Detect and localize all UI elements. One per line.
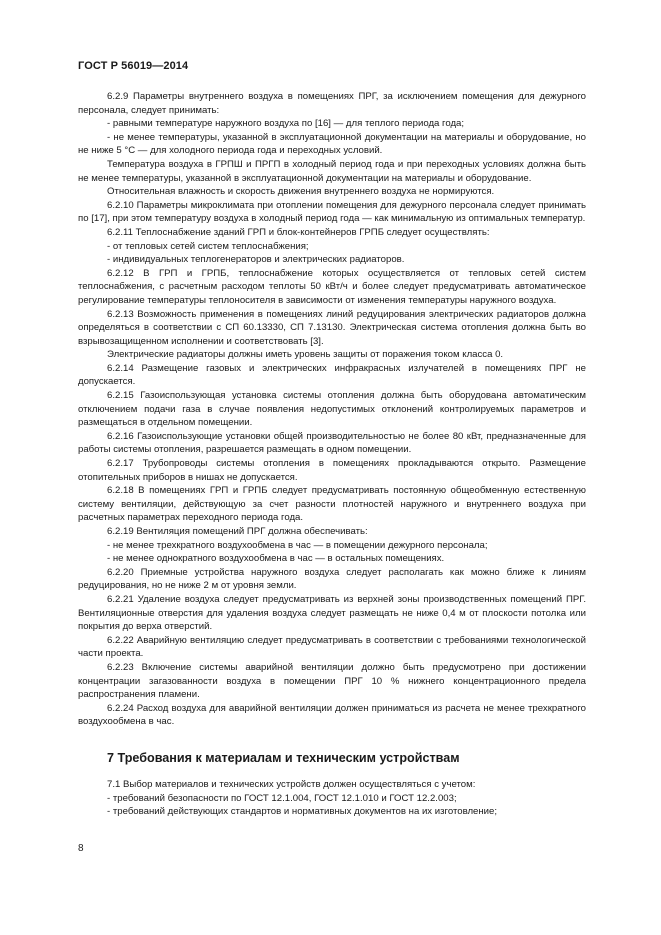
paragraph: - индивидуальных теплогенераторов и электрических радиаторов.: [107, 254, 405, 266]
section-6-2-text: [78, 90, 586, 729]
paragraph: 6.2.14 Размещение газовых и электрических инфракрасных излучателей в помещениях ПРГ не допускается.: [78, 362, 586, 388]
page-number: 8: [78, 843, 84, 854]
paragraph: 6.2.17 Трубопроводы системы отопления в помещениях прокладываются открыто. Размещение отопительных приборов в нишах не допускается.: [78, 458, 586, 483]
paragraph: 6.2.9 Параметры внутреннего воздуха в помещениях ПРГ, за исключением помещения для дежурного персонала, следует принимать:: [78, 91, 586, 116]
paragraph: 7.1 Выбор материалов и технических устройств должен осуществляться с учетом:: [107, 778, 476, 790]
paragraph: 6.2.20 Приемные устройства наружного воздуха следует располагать как можно ближе к линиям редуцирования, но не ниже 2 м от уровня земли.: [78, 566, 586, 592]
paragraph: 6.2.15 Газоиспользующая установка системы отопления должна быть оборудована автоматическим отключением подачи газа в случае появления недопустимых отклонений контролируемых параметров и размещаться в отдельном помещении.: [78, 390, 586, 429]
paragraph: Электрические радиаторы должны иметь уровень защиты от поражения током класса 0.: [107, 349, 504, 361]
paragraph: - не менее температуры, указанной в эксплуатационной документации на материалы и оборудование, но не ниже 5 °С — для холодного периода года и переходных условий.: [78, 131, 586, 157]
paragraph: - от тепловых сетей систем теплоснабжения;: [107, 240, 309, 252]
document-body: [78, 90, 586, 819]
document-code-header: ГОСТ Р 56019—2014: [78, 60, 189, 72]
paragraph: 6.2.23 Включение системы аварийной вентиляции должно быть предусмотрено при достижении концентрации загазованности воздуха в помещении ПРГ 10 % нижнего концентрационного предела распространения пламени.: [78, 661, 586, 701]
paragraph: 6.2.12 В ГРП и ГРПБ, теплоснабжение которых осуществляется от тепловых сетей систем теплоснабжения, с расчетным расходом теплоты 50 кВт/ч и более следует предусматривать автоматическое регулирование температуры теплоносителя в зависимости от изменения температуры наружного воздуха.: [78, 267, 586, 306]
paragraph: 6.2.13 Возможность применения в помещениях линий редуцирования электрических радиаторов должна определяться в соответствии с СП 60.13330, СП 7.13130. Электрическая система отопления должна быть во взрывозащищенном исполнении и соответствовать [3].: [78, 308, 586, 347]
paragraph: 6.2.24 Расход воздуха для аварийной вентиляции должен приниматься из расчета не менее трехкратного воздухообмена в час.: [78, 702, 586, 728]
paragraph: - требований действующих стандартов и нормативных документов на их изготовление;: [107, 806, 498, 818]
paragraph: 6.2.18 В помещениях ГРП и ГРПБ следует предусматривать постоянную общеобменную естественную систему вентиляции, действующую за счет разности плотностей наружного и внутреннего воздуха при расчетных параметрах переходного периода года.: [78, 485, 586, 524]
paragraph: 6.2.19 Вентиляция помещений ПРГ должна обеспечивать:: [107, 526, 368, 537]
paragraph: - равными температуре наружного воздуха по [16] — для теплого периода года;: [107, 118, 465, 130]
paragraph: - не менее однократного воздухообмена в час — в остальных помещениях.: [107, 553, 445, 565]
paragraph: 6.2.21 Удаление воздуха следует предусматривать из верхней зоны производственных помещений ПРГ. Вентиляционные отверстия для удаления воздуха следует размещать не ниже 0,4 м от плоскости потолка или покрытия до верха отверстий.: [78, 593, 586, 633]
paragraph: 6.2.11 Теплоснабжение зданий ГРП и блок-контейнеров ГРПБ следует осуществлять:: [107, 226, 490, 238]
paragraph: 6.2.16 Газоиспользующие установки общей производительностью не более 80 кВт, предназначенные для работы системы отопления, разрешается размещать в одном помещении.: [78, 430, 586, 456]
paragraph: 6.2.10 Параметры микроклимата при отоплении помещения для дежурного персонала следует принимать по [17], при этом температуру воздуха в холодный период года — как минимальную из оптимальных температур.: [78, 199, 586, 225]
paragraph: - требований безопасности по ГОСТ 12.1.004, ГОСТ 12.1.010 и ГОСТ 12.2.003;: [107, 792, 457, 804]
section-7-text: [78, 778, 586, 819]
paragraph: Температура воздуха в ГРПШ и ПРГП в холодный период года и при переходных условиях должна быть не менее температуры, указанной в эксплуатационной документации на материалы и оборудование.: [78, 158, 586, 184]
paragraph: - не менее трехкратного воздухообмена в час — в помещении дежурного персонала;: [107, 539, 488, 551]
paragraph: Относительная влажность и скорость движения внутреннего воздуха не нормируются.: [107, 186, 495, 198]
section-heading: 7 Требования к материалам и техническим устройствам: [107, 750, 460, 765]
paragraph: 6.2.22 Аварийную вентиляцию следует предусматривать в соответствии с требованиями технологической части проекта.: [78, 634, 586, 660]
